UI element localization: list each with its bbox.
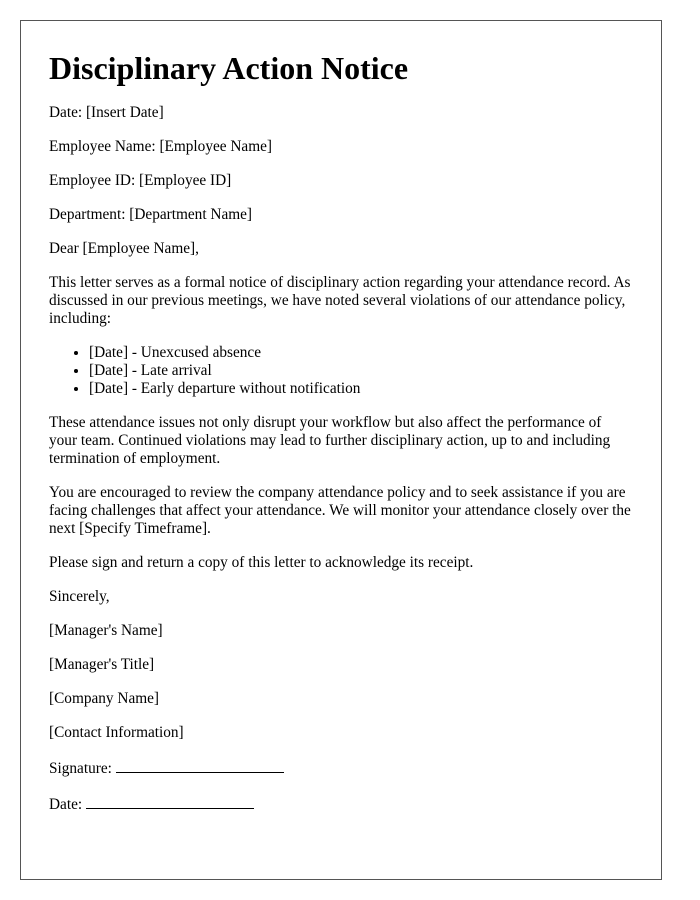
signature-line[interactable] <box>116 758 284 773</box>
date-signature-line[interactable] <box>86 794 254 809</box>
manager-name: [Manager's Name] <box>49 622 163 639</box>
employee-name-line: Employee Name: [Employee Name] <box>49 138 272 155</box>
date-row <box>49 794 633 814</box>
list-item: • [Date] - Unexcused absence <box>89 344 633 362</box>
manager-title: [Manager's Title] <box>49 656 155 673</box>
paragraph-encourage: You are encouraged to review the company attendance policy and to seek assistance if you are facing challenges that affect your attendance. We will monitor your attendance closely over the next [Specify Timeframe]. <box>49 484 631 537</box>
date-line: Date: [Insert Date] <box>49 104 164 121</box>
contact-info: [Contact Information] <box>49 724 184 741</box>
paragraph-intro: This letter serves as a formal notice of disciplinary action regarding your attendance record. As discussed in our previous meetings, we have noted several violations of our attendance policy, including: <box>49 274 631 327</box>
signature-row <box>49 758 633 778</box>
paragraph-acknowledge: Please sign and return a copy of this letter to acknowledge its receipt. <box>49 554 474 571</box>
violations-list <box>49 344 633 398</box>
paragraph-consequences: These attendance issues not only disrupt your workflow but also affect the performance of your team. Continued violations may lead to further disciplinary action, up to and including termination of employment. <box>49 414 611 467</box>
letter-title: Disciplinary Action Notice <box>49 50 409 86</box>
list-item: • [Date] - Early departure without notification <box>89 380 633 398</box>
signature-label: Signature: <box>49 760 112 777</box>
letter-page <box>20 20 662 880</box>
closing: Sincerely, <box>49 588 110 605</box>
salutation: Dear [Employee Name], <box>49 240 199 257</box>
date-label: Date: <box>49 796 83 813</box>
company-name: [Company Name] <box>49 690 160 707</box>
list-item: • [Date] - Late arrival <box>89 362 633 380</box>
department-line: Department: [Department Name] <box>49 206 253 223</box>
employee-id-line: Employee ID: [Employee ID] <box>49 172 232 189</box>
